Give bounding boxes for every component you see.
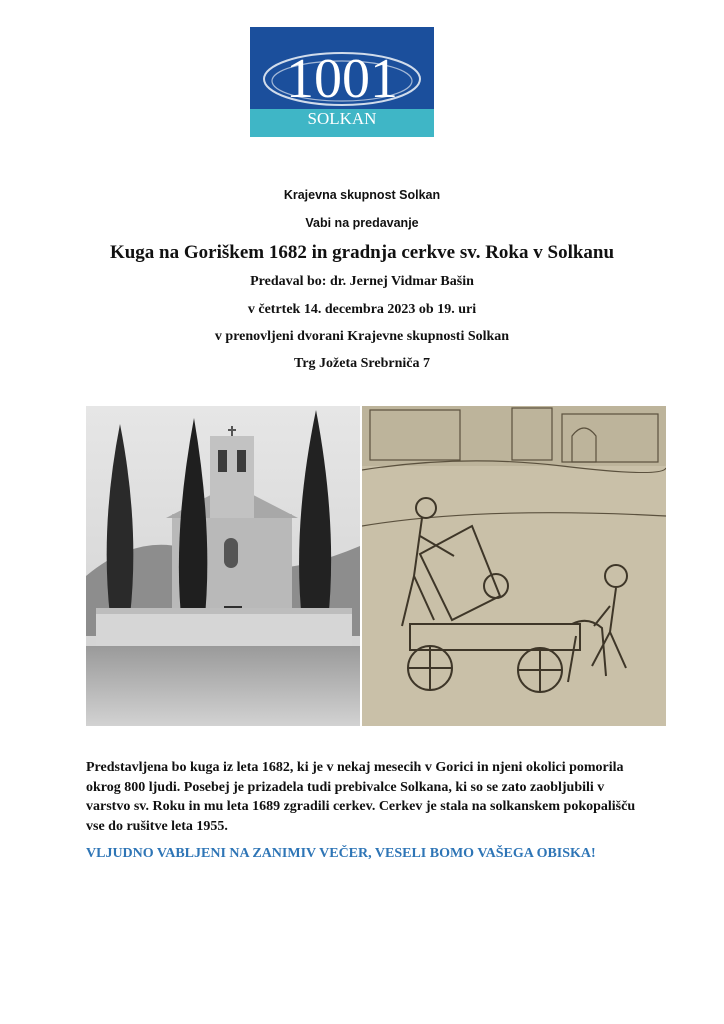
lecture-title: Kuga na Goriškem 1682 in gradnja cerkve sv. Roka v Solkanu	[109, 242, 615, 263]
venue-line: v prenovljeni dvorani Krajevne skupnosti Solkan	[214, 329, 510, 344]
invitation-callout: VLJUDNO VABLJENI NA ZANIMIV VEČER, VESELI BOMO VAŠEGA OBISKA!	[86, 846, 596, 861]
church-photo	[86, 406, 360, 726]
logo-1001-solkan	[250, 27, 434, 137]
speaker-line: Predaval bo: dr. Jernej Vidmar Bašin	[250, 274, 474, 289]
invitation-line: Vabi na predavanje	[305, 216, 419, 230]
logo-name: SOLKAN	[307, 109, 377, 128]
logo-number: 1001	[286, 48, 398, 110]
address-line: Trg Jožeta Srebrniča 7	[294, 356, 430, 371]
datetime-line: v četrtek 14. decembra 2023 ob 19. uri	[247, 302, 477, 317]
plague-drawing	[362, 406, 666, 726]
organization-name: Krajevna skupnost Solkan	[283, 188, 441, 202]
lecture-description: Predstavljena bo kuga iz leta 1682, ki je v nekaj mesecih v Gorici in njeni okolici pomorila okrog 800 ljudi. Posebej je prizadela tudi prebivalce Solkana, ki so se zato zaobljubili v varstvo sv. Roku in mu leta 1689 zgradili cerkev. Cerkev je stala na solkanskem pokopališču vse do rušitve leta 1955.	[86, 760, 636, 834]
